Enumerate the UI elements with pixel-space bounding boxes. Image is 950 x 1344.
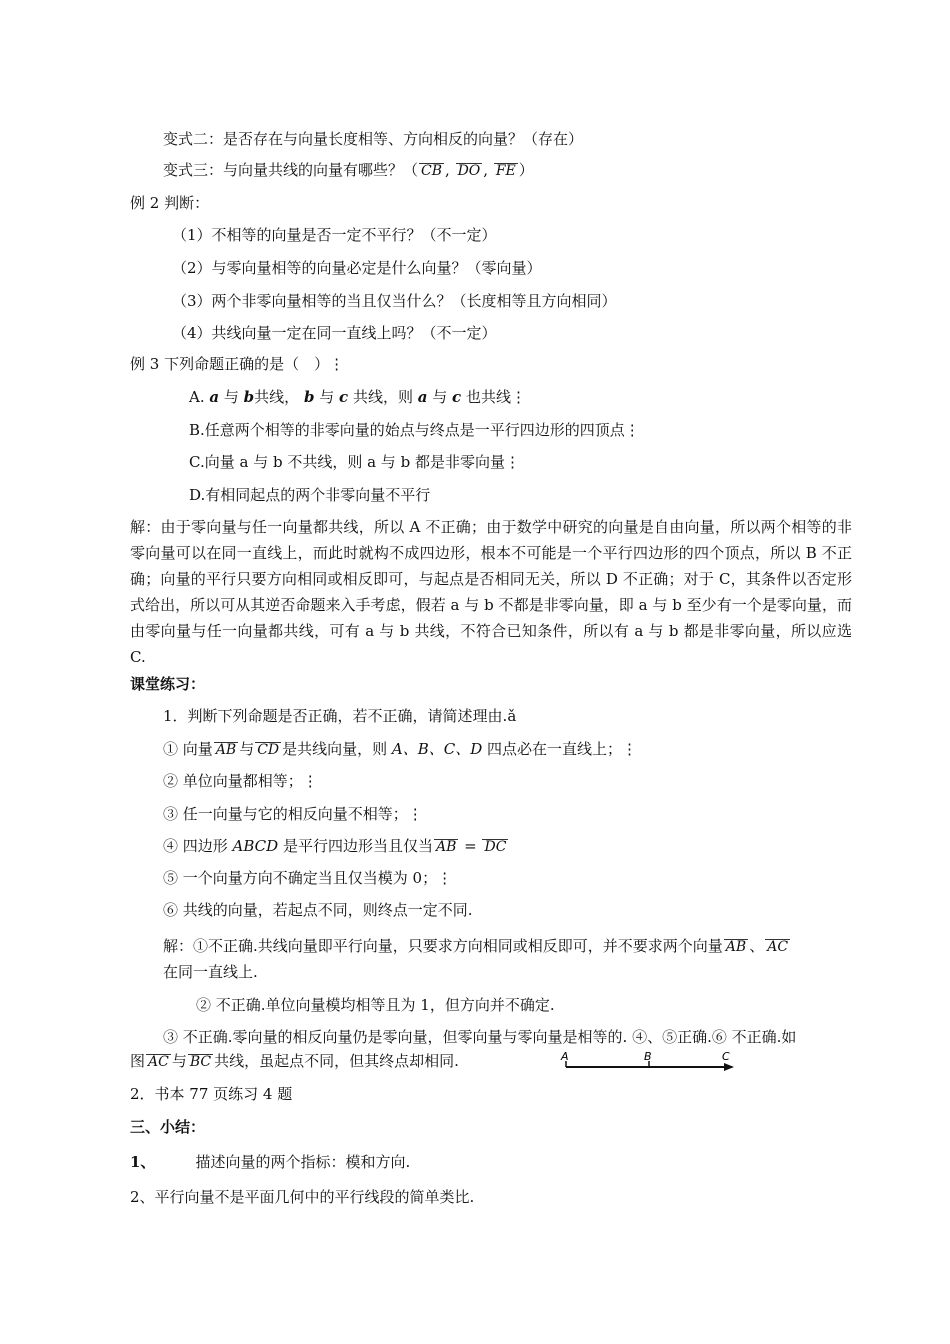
variant-three: 变式三：与向量共线的向量有哪些？（ CB , DO , FE ） (163, 161, 534, 179)
example3-option-b: B.任意两个相等的非零向量的始点与终点是一平行四边形的四顶点⋮ (189, 421, 640, 439)
practice-solution-3-cont: 图 AC 与 BC 共线，虽起点不同，但其终点却相同. (130, 1052, 459, 1070)
example3-option-d: D.有相同起点的两个非零向量不平行 (189, 486, 431, 504)
practice-item-4: ④ 四边形 ABCD 是平行四边形当且仅当 AB = DC (163, 837, 507, 855)
vector-ab: AB (215, 742, 237, 758)
point-a-label: A (561, 1050, 569, 1063)
vector-ac: AC (767, 939, 789, 955)
vector-cd: CD (257, 742, 280, 758)
practice-item-2: ② 单位向量都相等；⋮ (163, 772, 318, 790)
example2-item: （3）两个非零向量相等的当且仅当什么？（长度相等且方向相同） (172, 292, 617, 310)
example2-item: （2）与零向量相等的向量必定是什么向量？（零向量） (172, 259, 542, 277)
practice-solution-3: ③ 不正确.零向量的相反向量仍是零向量，但零向量与零向量是相等的. ④、⑤正确.⑥ 不正确.如 (163, 1028, 797, 1046)
point-c-label: C (722, 1050, 730, 1063)
example2-item: （4）共线向量一定在同一直线上吗？（不一定） (172, 324, 497, 342)
practice-item-6: ⑥ 共线的向量，若起点不同，则终点一定不同. (163, 901, 473, 919)
vector-ac: AC (148, 1054, 169, 1070)
vector-ab: AB (725, 939, 747, 955)
collinear-points-diagram (556, 1047, 738, 1077)
summary-point-2: 2、平行向量不是平面几何中的平行线段的简单类比. (130, 1188, 475, 1206)
example3-option-a: A. a 与 b共线， b 与 c 共线，则 a 与 c 也共线⋮ (189, 388, 526, 406)
point-b-label: B (644, 1050, 652, 1063)
example2-item: （1）不相等的向量是否一定不平行？（不一定） (172, 226, 497, 244)
variant-two: 变式二：是否存在与向量长度相等、方向相反的向量？（存在） (163, 130, 584, 148)
arrow-head-icon (724, 1063, 734, 1071)
practice-item-5: ⑤ 一个向量方向不确定当且仅当模为 0；⋮ (163, 869, 453, 887)
vector-fe: FE (495, 163, 516, 179)
practice-solution-1-cont: 在同一直线上. (163, 963, 258, 981)
example3-solution: 解：由于零向量与任一向量都共线，所以 A 不正确；由于数学中研究的向量是自由向量，所以两个相等的非零向量可以在同一直线上，而此时就构不成四边形，根本不可能是一个平行四边形的四个顶点，所以 B 不正确；向量的平行只要方向相同或相反即可，与起点是否相同无关，所以 D 不正确；对于 C，其条件以否定形式给出，所以可从其逆否命题来入手考虑，假若 a 与 b 不都是非零向量，即 a 与 b 至少有一个是零向量，而由零向量与任一向量都共线，可有 a 与 b 共线，不符合已知条件，所以有 a 与 b 都是非零向量，所以应选 C. (130, 518, 852, 666)
example3-title: 例 3 下列命题正确的是（ ）⋮ (130, 355, 345, 373)
vector-ab: AB (435, 839, 457, 855)
summary-title: 三、小结： (130, 1118, 206, 1136)
vector-dc: DC (484, 839, 507, 855)
practice-solution-1: 解：①不正确.共线向量即平行向量，只要求方向相同或相反即可，并不要求两个向量 AB 、 AC (163, 937, 789, 955)
practice-title: 课堂练习： (130, 675, 206, 693)
vector-bc: BC (189, 1054, 212, 1070)
practice-question-1: 1．判断下列命题是否正确，若不正确，请简述理由.ǎ (163, 707, 517, 725)
practice-question-2: 2．书本 77 页练习 4 题 (130, 1085, 293, 1103)
example2-title: 例 2 判断： (130, 194, 210, 212)
vector-cb: CB (421, 163, 443, 179)
practice-item-3: ③ 任一向量与它的相反向量不相等；⋮ (163, 805, 423, 823)
practice-solution-2: ② 不正确.单位向量模均相等且为 1，但方向并不确定. (196, 996, 555, 1014)
summary-point-1: 1、 描述向量的两个指标：模和方向. (130, 1153, 411, 1171)
practice-item-1: ① 向量 AB 与 CD 是共线向量，则 A、B、C、D 四点必在一直线上；⋮ (163, 740, 638, 758)
vector-do: DO (457, 163, 481, 179)
example3-option-c: C.向量 a 与 b 不共线，则 a 与 b 都是非零向量⋮ (189, 453, 520, 471)
